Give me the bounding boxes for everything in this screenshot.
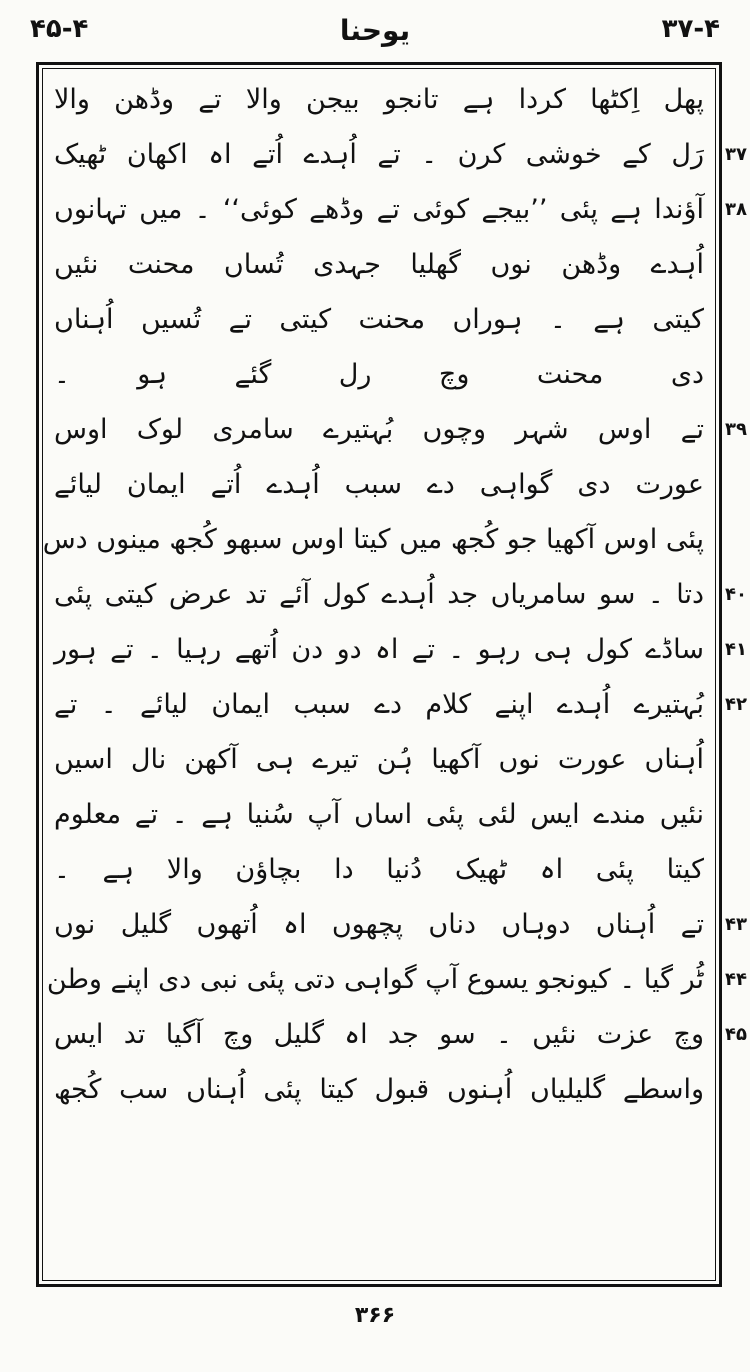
text-line: ساڈے کول ہی رہو ۔ تے اہ دو دن اُتھے رہیا ۔ تے ہور xyxy=(54,634,704,665)
text-line: نئیں مندے ایس لئی پئی اساں آپ سُنیا ہے ۔ تے معلوم xyxy=(54,799,704,830)
text-line: دتا ۔ سو سامریاں جد اُہدے کول آئے تد عرض کیتی پئی xyxy=(54,579,704,610)
text-line: کیتی ہے ۔ ہوراں محنت کیتی تے تُسیں اُہناں xyxy=(54,304,704,335)
header-book-title: یوحنا xyxy=(339,14,411,47)
text-line: کیتا پئی اہ ٹھیک دُنیا دا بچاؤن والا ہے ۔ xyxy=(54,854,704,885)
page-number: ۳۶۶ xyxy=(354,1303,396,1328)
text-line: پئی اوس آکھیا جو کُجھ میں کیتا اوس سبھو کُجھ مینوں دس xyxy=(42,524,704,555)
verse-number: ۴۱ xyxy=(725,639,747,660)
text-line: بُہتیرے اُہدے اپنے کلام دے سبب ایمان لیائے ۔ تے xyxy=(54,689,704,720)
text-line: دی محنت وچ رل گئے ہو ۔ xyxy=(54,359,704,390)
text-line: وچ عزت نئیں ۔ سو جد اہ گلیل وچ آگیا تد ایس xyxy=(54,1019,704,1050)
text-body xyxy=(36,72,722,1117)
text-line: پھل اِکٹھا کردا ہے تانجو بیجن والا تے وڈھن والا xyxy=(54,84,704,115)
text-line: ٹُر گیا ۔ کیونجو یسوع آپ گواہی دتی پئی نبی دی اپنے وطن xyxy=(46,964,704,995)
text-line: اُہدے وڈھن نوں گھلیا جہدی تُساں محنت نئیں xyxy=(54,249,704,280)
text-line: رَل کے خوشی کرن ۔ تے اُہدے اُتے اہ اکھان ٹھیک xyxy=(54,139,704,170)
verse-number: ۴۲ xyxy=(725,694,747,715)
text-line: تے اُہناں دوہاں دناں پچھوں اہ اُتھوں گلیل نوں xyxy=(54,909,704,940)
text-line: واسطے گلیلیاں اُہنوں قبول کیتا پئی اُہناں سب کُجھ xyxy=(54,1074,704,1105)
text-line: اُہناں عورت نوں آکھیا ہُن تیرے ہی آکھن نال اسیں xyxy=(54,744,704,775)
text-line: آؤندا ہے پئی ’’بیجے کوئی تے وڈھے کوئی‘‘ ۔ میں تہانوں xyxy=(54,194,704,225)
verse-number: ۳۷ xyxy=(725,144,747,165)
verse-number: ۴۵ xyxy=(725,1024,747,1045)
page-header xyxy=(30,14,720,54)
verse-number: ۴۰ xyxy=(725,584,747,605)
text-line: عورت دی گواہی دے سبب اُہدے اُتے ایمان لیائے xyxy=(54,469,704,500)
verse-number: ۴۳ xyxy=(725,914,747,935)
header-verse-range-end: ۴۵-۴ xyxy=(30,14,89,44)
verse-number: ۳۸ xyxy=(725,199,747,220)
verse-number: ۳۹ xyxy=(725,419,747,440)
verse-number: ۴۴ xyxy=(725,969,747,990)
text-line: تے اوس شہر وچوں بُہتیرے سامری لوک اوس xyxy=(54,414,704,445)
header-verse-range-start: ۳۷-۴ xyxy=(661,14,720,44)
